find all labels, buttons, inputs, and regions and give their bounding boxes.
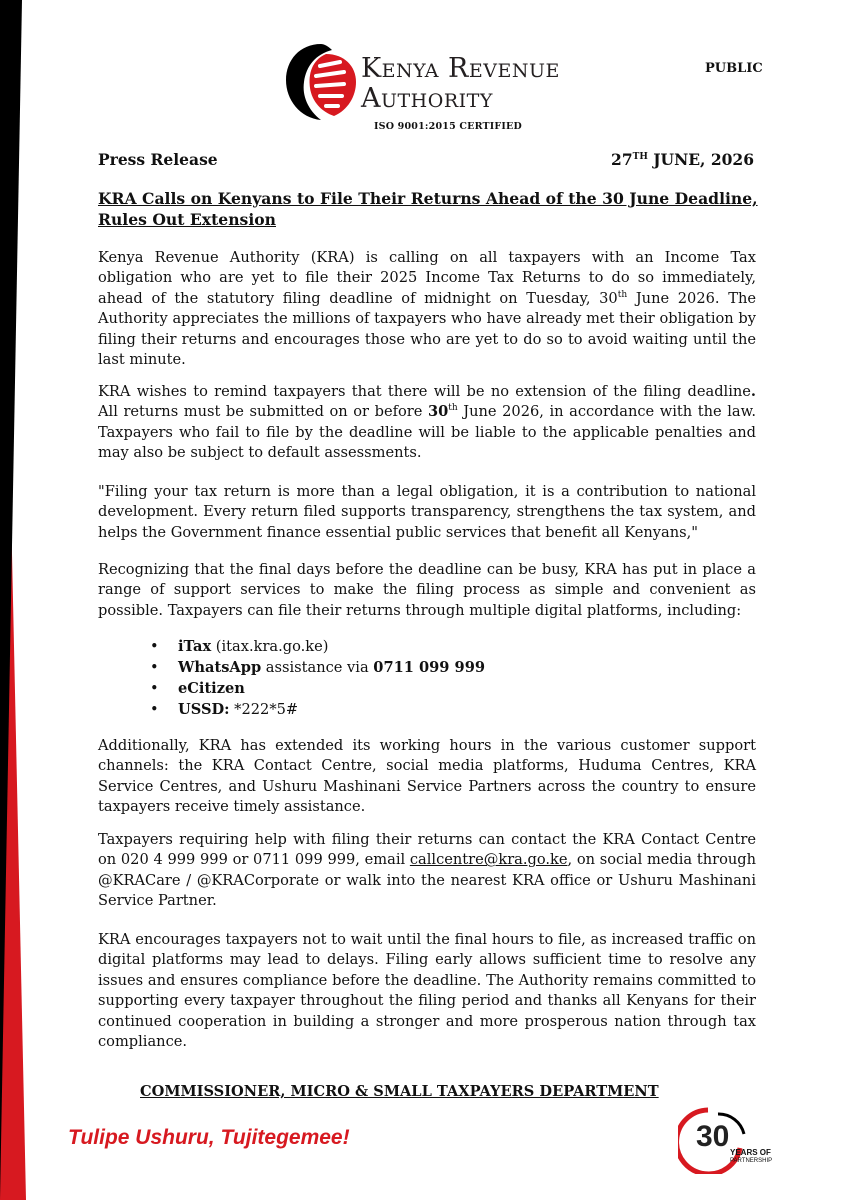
platform-detail: *222*5# bbox=[229, 701, 299, 718]
iso-certification: ISO 9001:2015 CERTIFIED bbox=[374, 121, 522, 132]
badge-number: 30 bbox=[696, 1120, 730, 1153]
p1-b: June 2026. The Authority appreciates the millions of taxpayers who have already met their obligation by filing their returns and encourages those who are yet to do so to avoid waiting until the last minute. bbox=[98, 289, 756, 369]
email-link[interactable]: callcentre@kra.go.ke bbox=[409, 851, 568, 869]
p1-sup: th bbox=[617, 289, 628, 300]
platform-phone: 0711 099 999 bbox=[373, 659, 486, 676]
logo-line-2: Authority bbox=[361, 83, 493, 114]
p2-dot: . bbox=[750, 383, 756, 400]
paragraph-1 bbox=[98, 248, 756, 370]
platform-name: iTax bbox=[178, 638, 212, 655]
p2-b: All returns must be submitted on or before bbox=[98, 403, 428, 421]
badge-line-2: PARTNERSHIP bbox=[730, 1158, 773, 1164]
p6-b: , on social media through @KRACare / @KRACorporate or walk into the nearest KRA office or Ushuru Mashinani Service Partner. bbox=[98, 851, 757, 910]
logo-wordmark bbox=[361, 54, 560, 114]
headline bbox=[98, 188, 758, 230]
p6-a: Taxpayers requiring help with filing their returns can contact the KRA Contact Centre on 020 4 999 999 or 0711 099 999, email bbox=[98, 831, 756, 869]
platform-detail: (itax.kra.go.ke) bbox=[211, 638, 329, 655]
badge-line-1: YEARS OF bbox=[730, 1148, 771, 1157]
platform-list bbox=[150, 636, 485, 720]
p1-a: Kenya Revenue Authority (KRA) is calling on all taxpayers with an Income Tax obligation who are yet to file their 2025 Income Tax Returns to do so immediately, ahead of the statutory filing deadline of midnight on Tuesday, 30 bbox=[98, 249, 756, 307]
paragraph-6 bbox=[98, 830, 756, 912]
platform-name: eCitizen bbox=[178, 680, 245, 697]
anniversary-badge bbox=[678, 1104, 778, 1174]
paragraph-4: Recognizing that the final days before the deadline can be busy, KRA has put in place a range of support services to make the filing process as simple and convenient as possible. Taxpayers can file their returns through multiple digital platforms, including: bbox=[98, 561, 756, 619]
signatory: COMMISSIONER, MICRO & SMALL TAXPAYERS DEPARTMENT bbox=[140, 1083, 659, 1100]
side-stripe bbox=[0, 0, 26, 1200]
press-release-label: Press Release bbox=[98, 150, 218, 169]
list-item bbox=[150, 678, 485, 699]
paragraph-5: Additionally, KRA has extended its working hours in the various customer support channels: the KRA Contact Centre, social media platforms, Huduma Centres, KRA Service Centres, and Ushuru Mashinani Service Partners across the country to ensure taxpayers receive timely assistance. bbox=[98, 737, 756, 816]
motto: Tulipe Ushuru, Tujitegemee! bbox=[68, 1126, 350, 1149]
logo-line-1: Kenya Revenue bbox=[361, 53, 560, 84]
date-day: 27 bbox=[611, 150, 633, 169]
paragraph-2 bbox=[98, 382, 756, 464]
platform-name: USSD: bbox=[178, 701, 230, 718]
headline-line-1: KRA Calls on Kenyans to File Their Returns Ahead of the 30 June Deadline, bbox=[98, 189, 758, 208]
list-item bbox=[150, 636, 485, 657]
headline-line-2: Rules Out Extension bbox=[98, 210, 276, 229]
press-release-row bbox=[98, 150, 754, 169]
date-rest: JUNE, 2026 bbox=[647, 150, 754, 169]
list-item bbox=[150, 699, 485, 720]
platform-detail: assistance via bbox=[261, 659, 374, 676]
p2-bold: 30 bbox=[427, 403, 449, 421]
p2-c: June 2026, in accordance with the law. Taxpayers who fail to file by the deadline will be liable to the applicable penalties and may also be subject to default assessments. bbox=[98, 403, 756, 462]
release-date bbox=[611, 150, 754, 169]
classification-label: PUBLIC bbox=[705, 61, 763, 76]
lion-head-icon bbox=[282, 40, 360, 124]
list-item bbox=[150, 657, 485, 678]
p2-a: KRA wishes to remind taxpayers that there will be no extension of the filing deadline bbox=[98, 383, 751, 400]
paragraph-7: KRA encourages taxpayers not to wait until the final hours to file, as increased traffic on digital platforms may lead to delays. Filing early allows sufficient time to resolve any issues and ensures compliance before the deadline. The Authority remains committed to supporting every taxpayer throughout the filing period and thanks all Kenyans for their continued cooperation in building a stronger and more prosperous nation through tax compliance. bbox=[98, 931, 756, 1051]
paragraph-3-quote: "Filing your tax return is more than a legal obligation, it is a contribution to national development. Every return filed supports transparency, strengthens the tax system, and helps the Government finance essential public services that benefit all Kenyans," bbox=[98, 483, 756, 541]
platform-name: WhatsApp bbox=[178, 659, 262, 676]
p2-sup: th bbox=[448, 403, 458, 414]
date-suffix: TH bbox=[632, 151, 648, 162]
